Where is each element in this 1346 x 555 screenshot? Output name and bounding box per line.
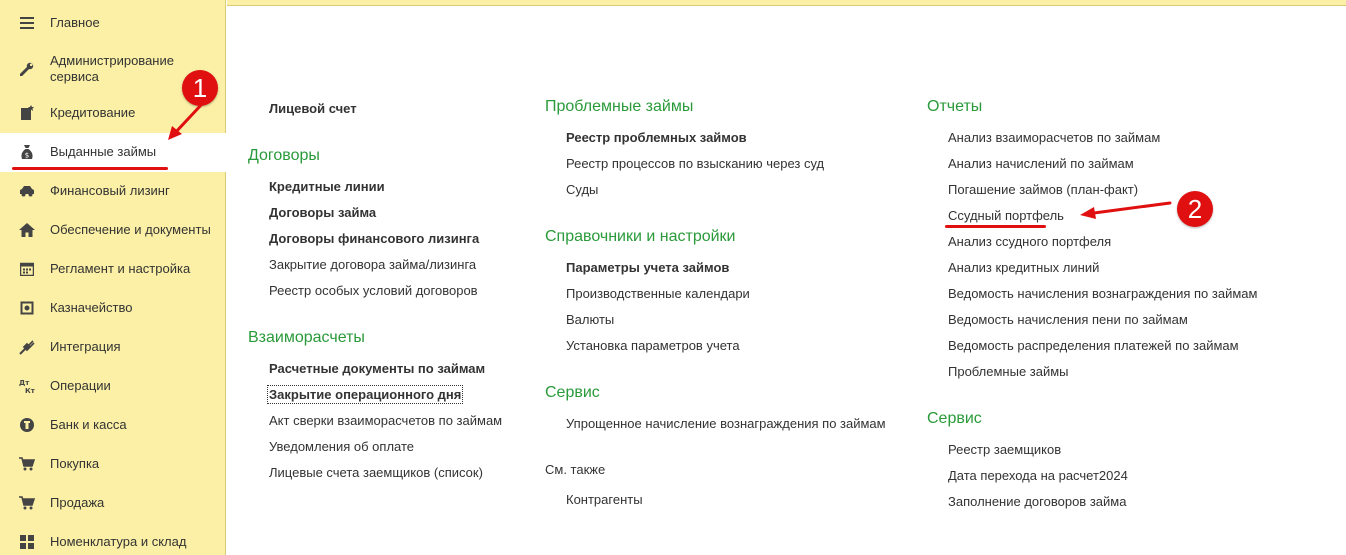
sidebar-item-label: Покупка bbox=[50, 456, 100, 471]
link-special-conditions[interactable]: Реестр особых условий договоров bbox=[269, 283, 478, 298]
sidebar-item-regulations[interactable] bbox=[0, 259, 226, 279]
link-report-penalty-accrual[interactable]: Ведомость начисления пени по займам bbox=[948, 312, 1188, 327]
link-personal-account[interactable]: Лицевой счет bbox=[269, 101, 357, 116]
grid-icon bbox=[19, 534, 35, 550]
money-bag-icon bbox=[19, 144, 35, 160]
link-loan-contracts[interactable]: Договоры займа bbox=[269, 205, 377, 220]
shopping-cart-icon bbox=[19, 495, 35, 511]
sidebar-item-collateral[interactable] bbox=[0, 220, 226, 240]
link-court-processes[interactable]: Реестр процессов по взысканию через суд bbox=[566, 156, 825, 171]
link-leasing-contracts[interactable]: Договоры финансового лизинга bbox=[269, 231, 480, 246]
coin-icon bbox=[19, 417, 35, 433]
link-report-settlements[interactable]: Анализ взаиморасчетов по займам bbox=[948, 130, 1161, 145]
link-reconciliation-act[interactable]: Акт сверки взаиморасчетов по займам bbox=[269, 413, 503, 428]
sidebar-item-label: Регламент и настройка bbox=[50, 261, 191, 276]
car-icon bbox=[19, 183, 35, 199]
link-report-loan-portfolio[interactable]: Ссудный портфель bbox=[948, 208, 1064, 223]
sidebar-item-sales[interactable] bbox=[0, 493, 226, 513]
link-courts[interactable]: Суды bbox=[566, 182, 599, 197]
link-transition-date[interactable]: Дата перехода на расчет2024 bbox=[948, 468, 1128, 483]
link-close-contract[interactable]: Закрытие договора займа/лизинга bbox=[269, 257, 477, 272]
link-report-fee-accrual[interactable]: Ведомость начисления вознаграждения по займам bbox=[948, 286, 1258, 301]
sidebar-item-operations[interactable] bbox=[0, 376, 226, 396]
link-credit-lines[interactable]: Кредитные линии bbox=[269, 179, 385, 194]
group-title-service-3: Сервис bbox=[927, 410, 982, 427]
sidebar-item-label: Операции bbox=[50, 378, 111, 393]
sidebar-item-integration[interactable] bbox=[0, 337, 226, 357]
link-simplified-accrual[interactable]: Упрощенное начисление вознаграждения по займам bbox=[566, 416, 886, 431]
sidebar-item-label: Интеграция bbox=[50, 339, 121, 354]
plug-icon bbox=[19, 339, 35, 355]
link-borrower-accounts[interactable]: Лицевые счета заемщиков (список) bbox=[269, 465, 483, 480]
house-icon bbox=[19, 222, 35, 238]
sidebar-item-nomenclature[interactable] bbox=[0, 532, 226, 552]
menu-icon bbox=[19, 15, 35, 31]
top-border bbox=[227, 0, 1346, 6]
sidebar-item-label: Обеспечение и документы bbox=[50, 222, 211, 237]
sidebar-item-purchase[interactable] bbox=[0, 454, 226, 474]
group-title-service-2: Сервис bbox=[545, 384, 600, 401]
link-report-problem-loans[interactable]: Проблемные займы bbox=[948, 364, 1069, 379]
sidebar-item-label: Номенклатура и склад bbox=[50, 534, 187, 549]
svg-text:Дт: Дт bbox=[19, 379, 30, 387]
link-payment-notices[interactable]: Уведомления об оплате bbox=[269, 439, 415, 454]
dt-kt-icon bbox=[19, 378, 35, 394]
link-report-payment-distribution[interactable]: Ведомость распределения платежей по займам bbox=[948, 338, 1239, 353]
sidebar-item-leasing[interactable] bbox=[0, 181, 226, 201]
svg-text:$: $ bbox=[24, 151, 30, 160]
link-close-operational-day[interactable]: Закрытие операционного дня bbox=[269, 387, 462, 402]
calendar-icon bbox=[19, 261, 35, 277]
annotation-arrow-2 bbox=[1076, 197, 1176, 221]
link-settlement-docs[interactable]: Расчетные документы по займам bbox=[269, 361, 486, 376]
link-loan-params[interactable]: Параметры учета займов bbox=[566, 260, 730, 275]
sidebar-item-label: Главное bbox=[50, 15, 100, 30]
link-report-portfolio-analysis[interactable]: Анализ ссудного портфеля bbox=[948, 234, 1112, 249]
link-counterparties[interactable]: Контрагенты bbox=[566, 492, 643, 507]
document-new-icon bbox=[19, 105, 35, 121]
link-calendars[interactable]: Производственные календари bbox=[566, 286, 750, 301]
link-report-credit-lines[interactable]: Анализ кредитных линий bbox=[948, 260, 1100, 275]
sidebar-item-label: Продажа bbox=[50, 495, 105, 510]
safe-icon bbox=[19, 300, 35, 316]
link-borrowers-registry[interactable]: Реестр заемщиков bbox=[948, 442, 1062, 457]
link-report-repayment[interactable]: Погашение займов (план-факт) bbox=[948, 182, 1139, 197]
sidebar-item-main[interactable] bbox=[0, 13, 226, 33]
group-title-references: Справочники и настройки bbox=[545, 228, 736, 245]
link-report-accruals[interactable]: Анализ начислений по займам bbox=[948, 156, 1134, 171]
group-title-problem-loans: Проблемные займы bbox=[545, 98, 694, 115]
sidebar-item-label: Казначейство bbox=[50, 300, 133, 315]
sidebar-item-label: Финансовый лизинг bbox=[50, 183, 170, 198]
annotation-badge-2: 2 bbox=[1177, 191, 1213, 227]
annotation-underline-2 bbox=[945, 225, 1046, 228]
cart-icon bbox=[19, 456, 35, 472]
link-fill-contracts[interactable]: Заполнение договоров займа bbox=[948, 494, 1127, 509]
link-currencies[interactable]: Валюты bbox=[566, 312, 615, 327]
see-also-label: См. также bbox=[545, 462, 606, 477]
group-title-settlements: Взаиморасчеты bbox=[248, 329, 365, 346]
sidebar-item-bank-cash[interactable] bbox=[0, 415, 226, 435]
svg-text:Кт: Кт bbox=[25, 387, 35, 394]
sidebar-item-label: Банк и касса bbox=[50, 417, 127, 432]
wrench-icon bbox=[19, 61, 35, 77]
annotation-badge-1: 1 bbox=[182, 70, 218, 106]
sidebar-item-label: Кредитование bbox=[50, 105, 136, 120]
sidebar-item-treasury[interactable] bbox=[0, 298, 226, 318]
annotation-underline-1 bbox=[12, 167, 168, 170]
sidebar-item-label: Администрирование сервиса bbox=[50, 53, 174, 84]
annotation-arrow-1 bbox=[160, 98, 210, 146]
link-problem-loans-registry[interactable]: Реестр проблемных займов bbox=[566, 130, 747, 145]
group-title-contracts: Договоры bbox=[248, 147, 320, 164]
group-title-reports: Отчеты bbox=[927, 98, 983, 115]
sidebar-item-label: Выданные займы bbox=[50, 144, 157, 159]
link-accounting-params[interactable]: Установка параметров учета bbox=[566, 338, 740, 353]
